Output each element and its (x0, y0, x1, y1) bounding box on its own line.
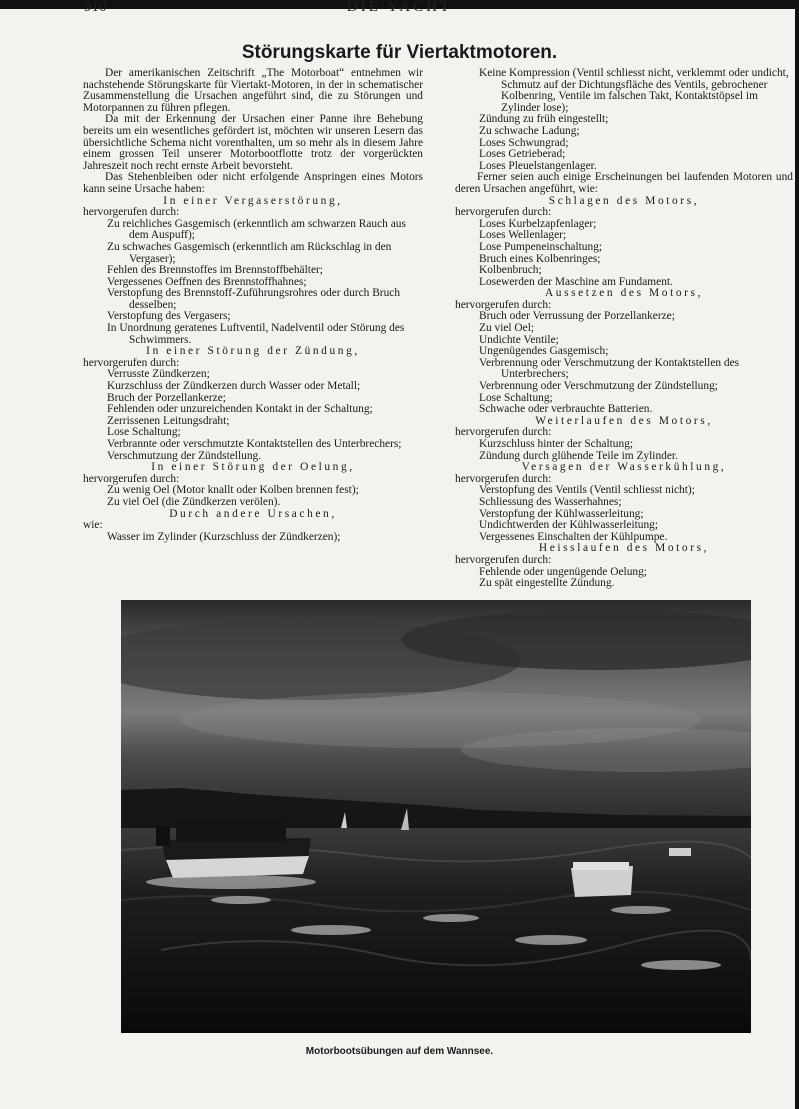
lead-in-line: hervorgerufen durch: (455, 206, 552, 219)
list-item: Ungenügendes Gasgemisch; (479, 345, 609, 358)
list-item: Undichtwerden der Kühlwasserleitung; (479, 519, 659, 532)
list-item: Vergessenes Einschalten der Kühlpumpe. (479, 530, 668, 543)
list-item: Losewerden der Maschine am Fundament. (479, 275, 673, 288)
list-item: Loses Kurbelzapfenlager; (479, 217, 597, 230)
list-item: Fehlen des Brennstoffes im Brennstoffbehälter; (107, 264, 323, 277)
list-item: Vergessenes Oeffnen des Brennstoffhahnes; (107, 275, 307, 288)
right-column (455, 68, 793, 590)
list-item: Loses Getrieberad; (479, 148, 566, 161)
lead-in-line: hervorgerufen durch: (455, 426, 552, 439)
list-item: Loses Schwungrad; (479, 136, 569, 149)
list-item: Verstopfung des Ventils (Ventil schliesst nicht); (479, 484, 695, 497)
section-heading: In einer Störung der Zündung, (146, 345, 360, 358)
left-column (83, 68, 423, 543)
list-item: Schliessung des Wasserhahnes; (479, 495, 622, 508)
list-item: Zu spät eingestellte Zündung. (479, 577, 615, 590)
list-item: Zu viel Oel; (479, 322, 535, 335)
list-item: Fehlenden oder unzureichenden Kontakt in der Schaltung; (107, 403, 373, 416)
list-item: Loses Pleuelstangenlager. (479, 159, 597, 172)
lead-in-line: wie: (83, 519, 103, 532)
article-title: Störungskarte für Viertaktmotoren. (241, 42, 558, 63)
list-item: Bruch der Porzellankerze; (107, 391, 226, 404)
running-head: DIE YACHT (346, 0, 453, 15)
section-heading: In einer Störung der Oelung, (151, 461, 355, 474)
list-item: Zündung zu früh eingestellt; (479, 113, 609, 126)
section-heading: Versagen der Wasserkühlung, (521, 461, 727, 474)
section-heading: Weiterlaufen des Motors, (535, 414, 713, 427)
list-item: Kurzschluss hinter der Schaltung; (479, 438, 634, 450)
section-heading: Schlagen des Motors, (548, 194, 700, 207)
list-item: Verstopfung des Vergasers; (107, 310, 231, 323)
list-item: Verschmutzung der Zündstellung. (107, 449, 262, 462)
right-edge-bar (795, 0, 799, 1109)
list-item: Lose Pumpeneinschaltung; (479, 240, 603, 253)
section-heading: Aussetzen des Motors, (544, 287, 704, 300)
list-item: Lose Schaltung; (479, 391, 553, 404)
list-item: Bruch eines Kolbenringes; (479, 252, 601, 265)
paragraph: Da mit der Erkennung der Ursachen einer Panne ihre Behebung bereits um ein wesentliches gefördert ist, möchten wir unseren Lesern das übersichtliche Schema nicht vorenthalten, um so mehr als in diesem Jahre einem grossen Teil unserer Motorbootflotte trotz der vorgerückten Jahreszeit noch recht ernste Arbeit bevorsteht. (83, 113, 423, 172)
list-item: Zu viel Oel (die Zündkerzen verölen). (107, 495, 281, 508)
boat-right (571, 862, 633, 897)
list-item: Schwache oder verbrauchte Batterien. (479, 403, 653, 416)
lead-in-line: hervorgerufen durch: (455, 298, 552, 311)
photo-caption: Motorbootsübungen auf dem Wannsee. (305, 1046, 494, 1057)
section-heading: Heisslaufen des Motors, (538, 542, 710, 555)
list-item: Verbrennung oder Verschmutzung der Zündstellung; (479, 380, 718, 393)
list-item: Verstopfung des Brennstoff-Zuführungsrohres oder durch Bruch desselben; (107, 287, 401, 311)
list-item: Verrusste Zündkerzen; (107, 368, 210, 381)
list-item: Lose Schaltung; (107, 426, 181, 439)
lead-in-line: hervorgerufen durch: (455, 472, 552, 485)
list-item: Keine Kompression (Ventil schliesst nicht, verklemmt oder undicht, Schmutz auf der Dichtungsfläche des Ventils, gebrochener Kolbenring, Ventile im falschen Takt, Kontaktstöpsel im Zylinder lose); (479, 67, 789, 114)
list-item: Zerrissenen Leitungsdraht; (107, 414, 230, 427)
list-item: Zu schwaches Gasgemisch (erkenntlich am Rückschlag in den Vergaser); (107, 240, 392, 265)
lead-in-line: hervorgerufen durch: (83, 206, 180, 219)
paragraph: Der amerikanischen Zeitschrift „The Motorboat“ entnehmen wir nachstehende Störungskarte für Viertakt-Motoren, in der in schematischer Zusammenstellung die Ursachen angeführt sind, die zu Störungen und Motorpannen zu führen pflegen. (83, 67, 423, 114)
section-heading: Durch andere Ursachen, (169, 507, 337, 520)
list-item: In Unordnung geratenes Luftventil, Nadelventil oder Störung des Schwimmers. (107, 322, 405, 346)
list-item: Wasser im Zylinder (Kurzschluss der Zündkerzen); (107, 530, 341, 543)
photo-illustration (121, 600, 751, 1033)
lead-in-line: hervorgerufen durch: (83, 472, 180, 485)
list-item: Verstopfung der Kühlwasserleitung; (479, 507, 644, 520)
section-heading: In einer Vergaserstörung, (163, 194, 343, 207)
page-number: 910 (84, 0, 107, 15)
list-item: Undichte Ventile; (479, 333, 559, 346)
list-item: Kolbenbruch; (479, 264, 542, 277)
paragraph: Ferner seien auch einige Erscheinungen bei laufenden Motoren und deren Ursachen angeführt, wie: (455, 171, 793, 195)
list-item: Verbrannte oder verschmutzte Kontaktstellen des Unterbrechers; (107, 438, 402, 450)
list-item: Fehlende oder ungenügende Oelung; (479, 565, 647, 578)
lead-in-line: hervorgerufen durch: (83, 356, 180, 369)
lead-in-line: hervorgerufen durch: (455, 553, 552, 566)
list-item: Loses Wellenlager; (479, 229, 567, 242)
list-item: Verbrennung oder Verschmutzung der Kontaktstellen des Unterbrechers; (479, 356, 740, 381)
list-item: Zu reichliches Gasgemisch (erkenntlich am schwarzen Rauch aus dem Auspuff); (107, 217, 406, 242)
photo-motorboats-wannsee (121, 600, 751, 1033)
list-item: Zu wenig Oel (Motor knallt oder Kolben brennen fest); (107, 484, 359, 497)
list-item: Zu schwache Ladung; (479, 124, 580, 137)
list-item: Bruch oder Verrussung der Porzellankerze; (479, 310, 675, 323)
paragraph: Das Stehenbleiben oder nicht erfolgende Anspringen eines Motors kann seine Ursache haben: (83, 171, 423, 195)
list-item: Kurzschluss der Zündkerzen durch Wasser oder Metall; (107, 380, 361, 393)
list-item: Zündung durch glühende Teile im Zylinder. (479, 449, 678, 462)
